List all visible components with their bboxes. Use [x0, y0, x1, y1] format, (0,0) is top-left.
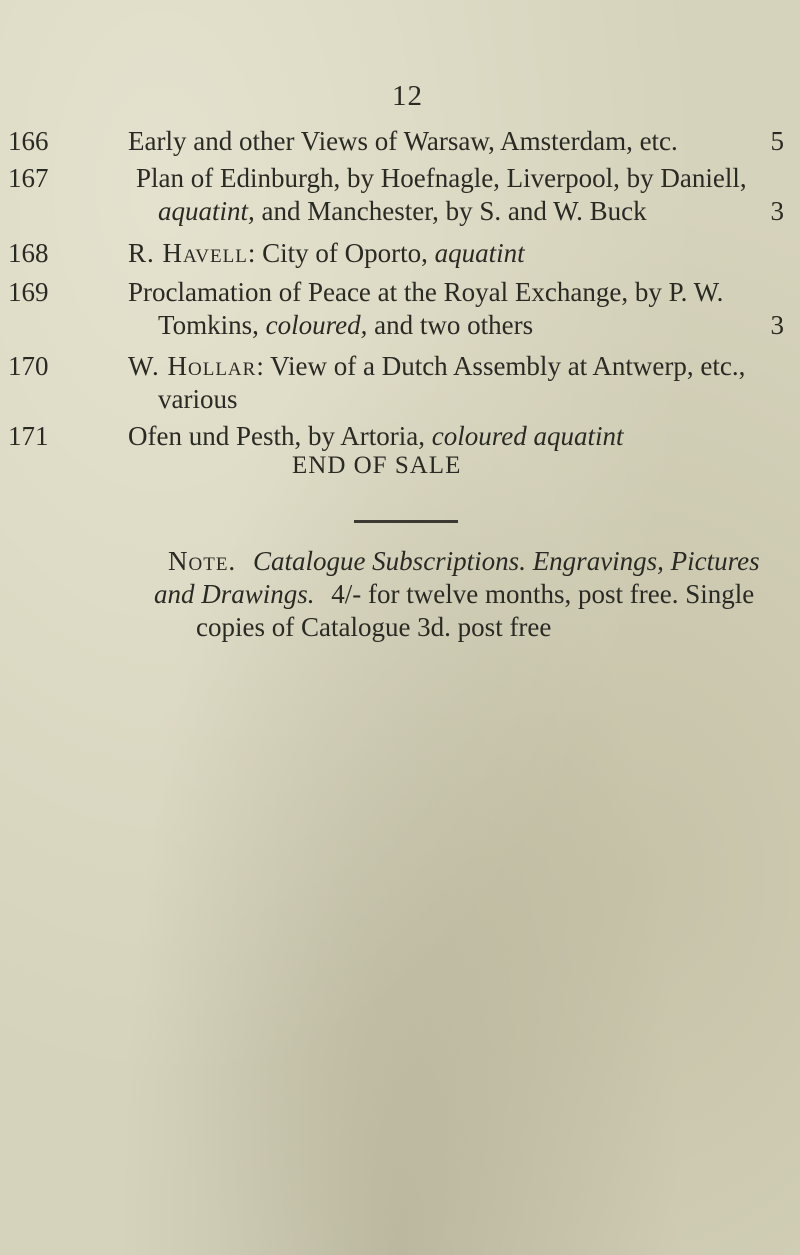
- lot-entry: [8, 420, 778, 453]
- note-paragraph: [154, 545, 788, 644]
- note-subscriptions: Catalogue Subscriptions. Engravings, Pictures: [252, 546, 760, 576]
- lot-number: 168: [8, 238, 49, 268]
- note-line: [154, 578, 788, 611]
- artist-name: W. Hollar: [128, 351, 257, 381]
- medium-text: coloured aquatint: [431, 421, 624, 451]
- note-line: [168, 545, 788, 578]
- artist-name: R. Havell: [128, 238, 248, 268]
- lot-entry: [8, 237, 778, 270]
- note-label: Note.: [168, 546, 237, 576]
- lot-number: 166: [8, 126, 49, 156]
- lot-number: 171: [8, 421, 49, 451]
- lot-title: : View of a Dutch Assembly at Antwerp, etc.,: [256, 351, 746, 381]
- lot-description: [128, 237, 778, 270]
- lot-entry: [8, 276, 784, 342]
- engraver-name: Tomkins,: [158, 310, 259, 340]
- lot-entry: [8, 350, 778, 416]
- lot-description-rest: and two others: [374, 310, 534, 340]
- lot-description-continued: [128, 309, 778, 342]
- divider-rule: [354, 520, 458, 523]
- lot-quantity: 5: [770, 126, 784, 156]
- lot-entry: [8, 162, 784, 228]
- lot-number: 167: [8, 163, 49, 193]
- lot-description-continued: various: [158, 384, 238, 414]
- lot-number: 169: [8, 277, 49, 307]
- page-number: 12: [392, 80, 423, 112]
- lot-title: Ofen und Pesth, by Artoria,: [128, 421, 425, 451]
- lot-title: : City of Oporto,: [247, 238, 428, 268]
- lot-description: [128, 350, 778, 383]
- lot-description: [128, 420, 778, 453]
- lot-description: Early and other Views of Warsaw, Amsterdam, etc.: [128, 126, 678, 156]
- lot-description-rest: and Manchester, by S. and W. Buck: [261, 196, 647, 226]
- note-price: 4/- for twelve months, post free. Single: [331, 579, 755, 609]
- lot-quantity: 3: [770, 196, 784, 226]
- lot-entry: [8, 125, 784, 158]
- medium-text: coloured,: [265, 310, 368, 340]
- lot-quantity: 3: [770, 310, 784, 340]
- lot-description: Plan of Edinburgh, by Hoefnagle, Liverpool, by Daniell,: [136, 163, 747, 193]
- lot-number: 170: [8, 351, 49, 381]
- note-drawings: and Drawings.: [154, 579, 315, 609]
- lot-description-continued: [128, 195, 778, 228]
- medium-text: aquatint: [434, 238, 525, 268]
- note-line: copies of Catalogue 3d. post free: [196, 612, 552, 642]
- end-of-sale-heading: END OF SALE: [292, 452, 462, 479]
- lot-description: Proclamation of Peace at the Royal Exchange, by P. W.: [128, 277, 724, 307]
- medium-text: aquatint,: [158, 196, 255, 226]
